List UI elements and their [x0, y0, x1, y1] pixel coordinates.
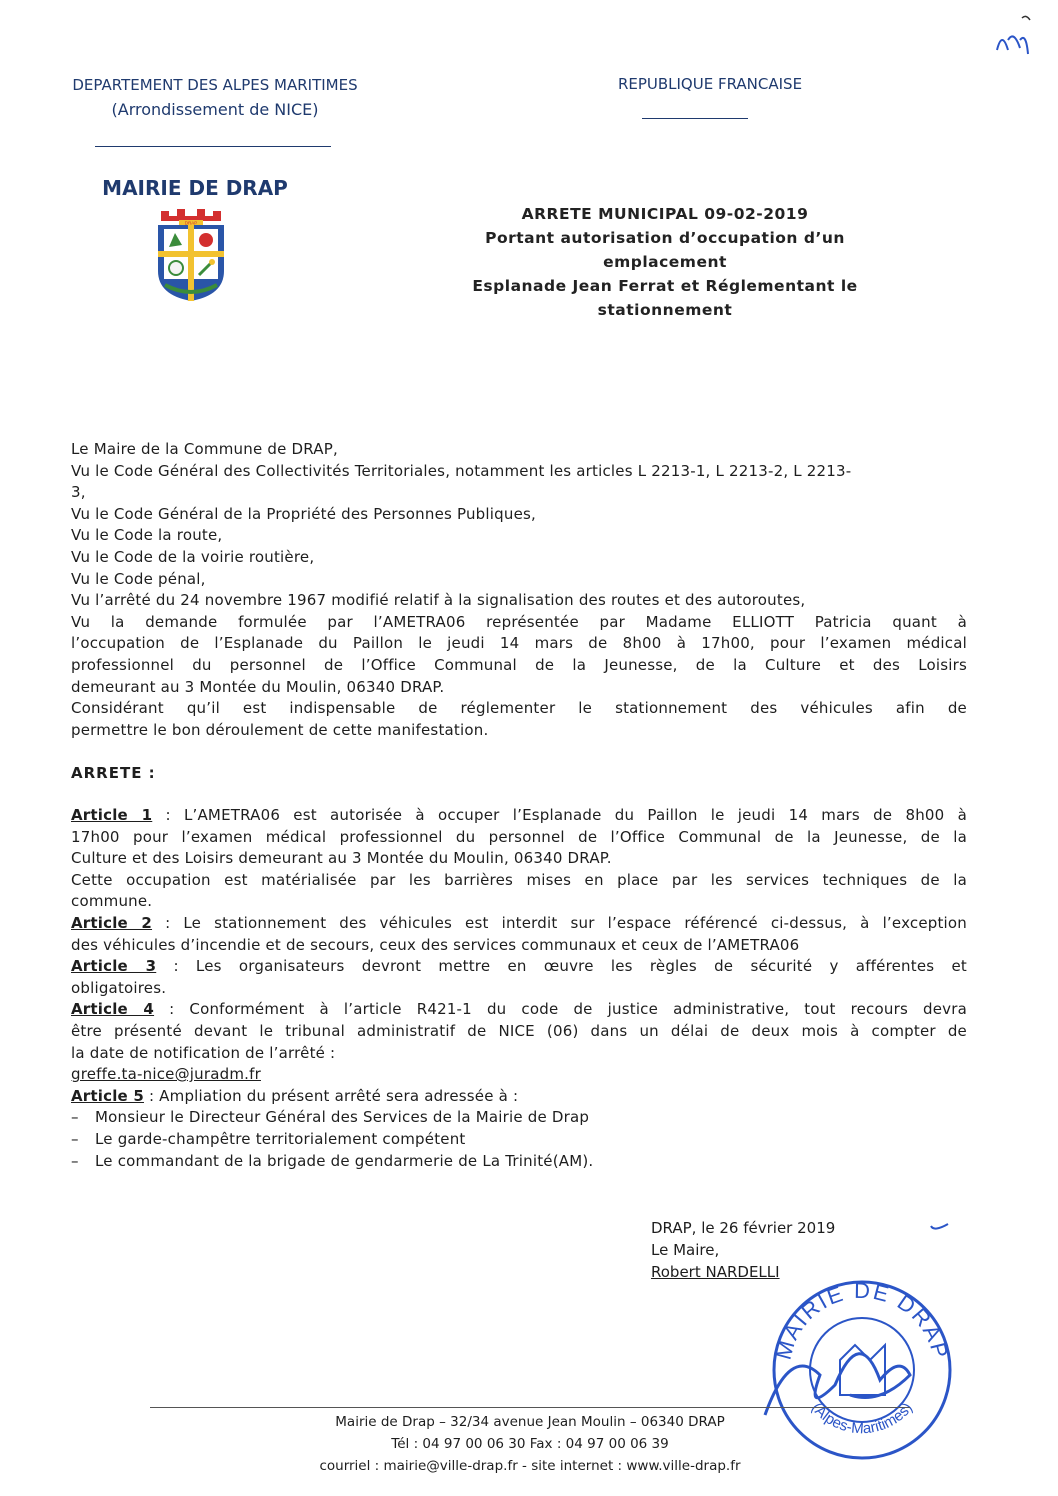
preamble-line: 3,: [71, 483, 86, 502]
preamble: [71, 439, 967, 741]
tribunal-email-link[interactable]: greffe.ta-nice@juradm.fr: [71, 1065, 261, 1084]
footer-address: Mairie de Drap – 32/34 avenue Jean Moulin – 06340 DRAP: [335, 1414, 725, 1430]
article-2-line: Article 2 : Le stationnement des véhicules est interdit sur l’espace référencé ci-dessus, à l’exception: [71, 913, 967, 932]
place-date: DRAP, le 26 février 2019: [651, 1219, 836, 1237]
decree-subject-line1: Portant autorisation d’occupation d’un: [485, 229, 845, 247]
department-name: DEPARTEMENT DES ALPES MARITIMES: [72, 76, 358, 94]
article-4-label: Article 4: [71, 1000, 155, 1019]
article-1-line: Article 1 : L’AMETRA06 est autorisée à occuper l’Esplanade du Paillon le jeudi 14 mars de 8h00 à: [71, 806, 967, 824]
recipient-list-item: – Le commandant de la brigade de gendarmerie de La Trinité(AM).: [71, 1151, 967, 1173]
handwritten-initials: [992, 10, 1032, 70]
article-1-line: Cette occupation est matérialisée par les barrières mises en place par les services techniques de la: [71, 870, 967, 889]
coat-of-arms-icon: [155, 207, 227, 303]
footer-divider: [150, 1407, 910, 1408]
article-3-label: Article 3: [71, 957, 157, 976]
preamble-line: Vu la demande formulée par l’AMETRA06 représentée par Madame ELLIOTT Patricia quant à: [71, 612, 967, 631]
footer-phone-fax: Tél : 04 97 00 06 30 Fax : 04 97 00 06 39: [391, 1436, 669, 1452]
crest-banner: DRAP: [184, 220, 198, 226]
articles: [71, 805, 967, 1172]
arrete-heading: ARRETE :: [71, 764, 156, 782]
recipient-list-item: – Le garde-champêtre territorialement compétent: [71, 1129, 967, 1151]
article-1-line: Culture et des Loisirs demeurant au 3 Montée du Moulin, 06340 DRAP.: [71, 849, 612, 868]
article-4-line: être présenté devant le tribunal administratif de NICE (06) dans un délai de deux mois à compter de: [71, 1021, 967, 1040]
preamble-line: permettre le bon déroulement de cette manifestation.: [71, 720, 489, 739]
handwritten-signature: [765, 1354, 910, 1415]
decree-title: [440, 202, 890, 322]
stamp-text: MAIRIE DE DRAP: [770, 1277, 954, 1363]
preamble-line: l’occupation de l’Esplanade du Paillon le jeudi 14 mars de 8h00 à 17h00, pour l’examen médical: [71, 634, 967, 653]
preamble-line: Considérant qu’il est indispensable de réglementer le stationnement des véhicules afin de: [71, 699, 967, 718]
article-2-line: des véhicules d’incendie et de secours, ceux des services communaux et ceux de l’AMETRA06: [71, 935, 800, 954]
header-left-divider: [95, 146, 331, 147]
article-1-label: Article 1: [71, 806, 153, 824]
preamble-line: Vu le Code Général des Collectivités Territoriales, notamment les articles L 2213-1, L 2213-2, L 2213-: [71, 461, 852, 480]
preamble-line: demeurant au 3 Montée du Moulin, 06340 DRAP.: [71, 677, 445, 696]
article-1-line: commune.: [71, 892, 153, 911]
signatory-name: Robert NARDELLI: [651, 1263, 780, 1281]
dash-bullet: –: [71, 1151, 79, 1170]
decree-subject-line4: stationnement: [597, 301, 733, 319]
dash-bullet: –: [71, 1129, 79, 1148]
preamble-line: Vu l’arrêté du 24 novembre 1967 modifié relatif à la signalisation des routes et des autoroutes,: [71, 591, 806, 610]
mairie-title: MAIRIE DE DRAP: [102, 176, 288, 200]
article-1-line: 17h00 pour l’examen médical professionnel du personnel de l’Office Communal de la Jeunesse, de la: [71, 827, 967, 846]
article-5-line: Article 5 : Ampliation du présent arrêté sera adressée à :: [71, 1086, 519, 1105]
footer-contact: courriel : mairie@ville-drap.fr - site internet : www.ville-drap.fr: [319, 1458, 741, 1474]
dash-bullet: –: [71, 1108, 79, 1127]
article-2-label: Article 2: [71, 913, 153, 932]
preamble-line: Vu le Code de la voirie routière,: [71, 547, 315, 566]
preamble-line: professionnel du personnel de l’Office Communal de la Jeunesse, de la Culture et des Loisirs: [71, 655, 967, 674]
preamble-line: Le Maire de la Commune de DRAP,: [71, 440, 338, 458]
header-right-divider: [642, 118, 748, 119]
article-4-line: [71, 1064, 967, 1086]
republic-label: REPUBLIQUE FRANCAISE: [617, 75, 803, 93]
article-4-line: Article 4 : Conformément à l’article R421-1 du code de justice administrative, tout recours devra: [71, 1000, 967, 1019]
preamble-line: Vu le Code pénal,: [71, 569, 206, 588]
decree-number: ARRETE MUNICIPAL 09-02-2019: [521, 205, 809, 223]
preamble-line: Vu le Code la route,: [71, 526, 223, 545]
preamble-line: Vu le Code Général de la Propriété des Personnes Publiques,: [71, 504, 536, 523]
svg-text:MAIRIE DE DRAP: [771, 1278, 954, 1362]
article-3-line: obligatoires.: [71, 978, 167, 997]
article-4-line: la date de notification de l’arrêté :: [71, 1043, 336, 1062]
recipient-list-item: – Monsieur le Directeur Général des Services de la Mairie de Drap: [71, 1107, 967, 1129]
decree-subject-line2: emplacement: [603, 253, 727, 271]
signatory-role: Le Maire,: [651, 1241, 720, 1259]
stamp-subtext: (Alpes-Maritimes): [807, 1399, 917, 1438]
check-mark-icon: [928, 1218, 952, 1234]
arrondissement: (Arrondissement de NICE): [111, 100, 319, 119]
article-5-label: Article 5: [71, 1086, 144, 1105]
decree-subject-line3: Esplanade Jean Ferrat et Réglementant le: [472, 277, 858, 295]
article-3-line: Article 3 : Les organisateurs devront mettre en œuvre les règles de sécurité y afférentes et: [71, 957, 967, 976]
